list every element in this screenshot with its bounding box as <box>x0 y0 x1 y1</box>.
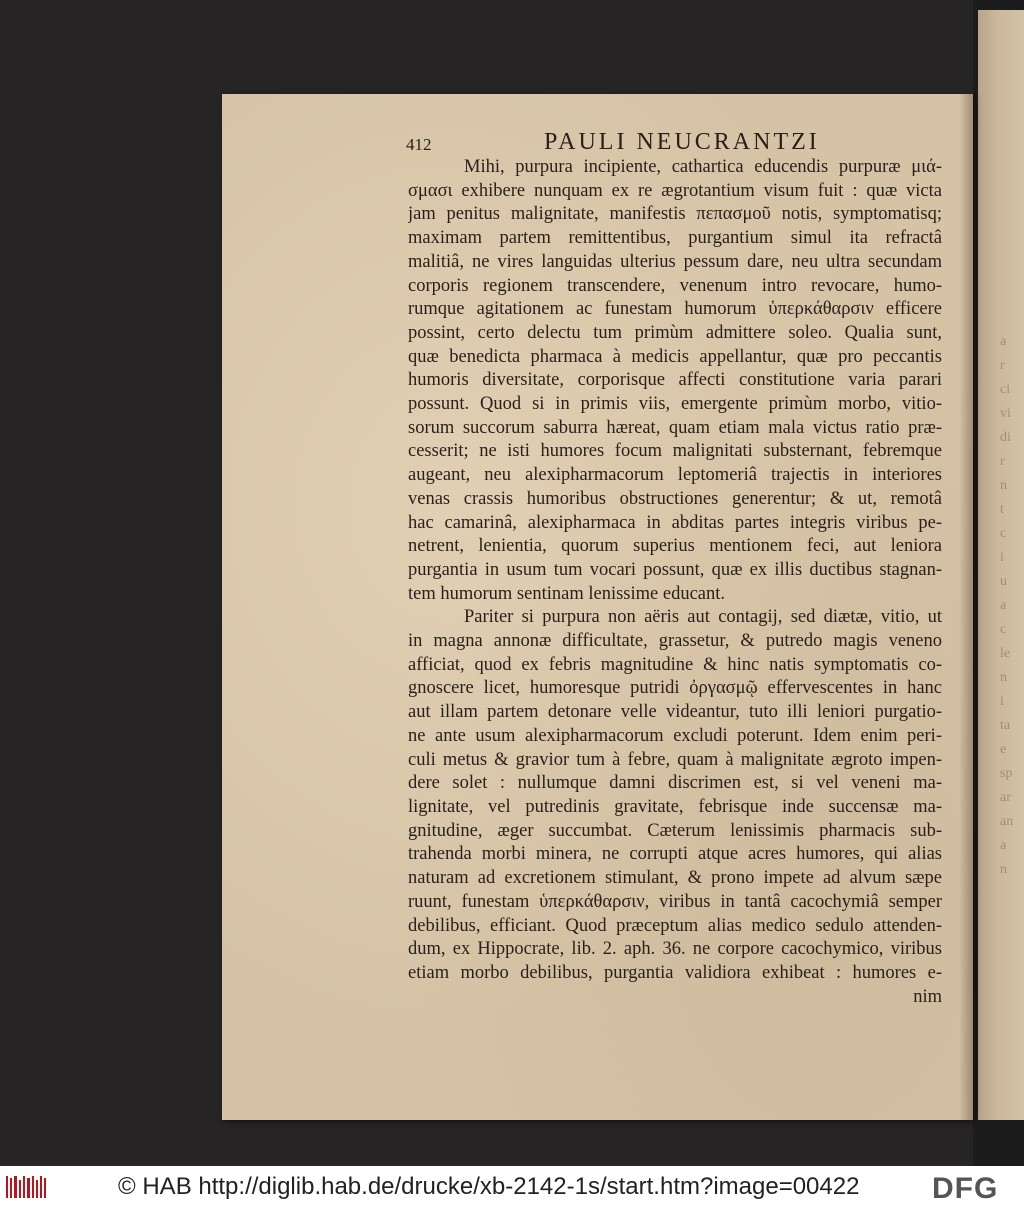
next-page-fragment: le <box>1000 646 1011 661</box>
next-page-fragment: e <box>1000 742 1007 757</box>
next-page-fragment: t <box>1000 502 1004 517</box>
footer-copyright-url[interactable]: © HAB http://diglib.hab.de/drucke/xb-2142-1s/start.htm?image=00422 <box>118 1173 860 1200</box>
text-line: possunt. Quod si in primis viis, emergente primùm morbo, vitio- <box>408 394 942 415</box>
next-page-fragment: r <box>1000 454 1005 469</box>
text-line: corporis regionem transcendere, venenum intro revocare, humo- <box>408 275 942 296</box>
next-page-fragment: u <box>1000 574 1007 589</box>
text-line: maximam partem remittentibus, purgantium simul ita refractâ <box>408 228 942 249</box>
next-page-fragment: a <box>1000 838 1007 853</box>
text-line: jam penitus malignitate, manifestis πεπασμοῦ notis, symptomatisq; <box>408 204 942 225</box>
text-line: aut illam partem detonare velle videantur, tuto illi leniori purgatio- <box>408 702 942 723</box>
text-line: ne ante usum alexipharmacorum excludi poterunt. Idem enim peri- <box>408 725 942 746</box>
next-page-fragment: n <box>1000 862 1007 877</box>
text-line: cesserit; ne isti humores focum malignitati substernant, febremque <box>408 441 942 462</box>
text-line: etiam morbo debilibus, purgantia validiora exhibeat : humores e- <box>408 962 942 983</box>
text-line: debilibus, efficiant. Quod præceptum alias medico sedulo attenden- <box>408 915 942 936</box>
next-page-fragment: r <box>1000 358 1005 373</box>
text-line: augeant, neu alexipharmacorum leptomeriâ trajectis in interiores <box>408 465 942 486</box>
next-page-fragment: n <box>1000 670 1007 685</box>
text-line: afficiat, quod ex febris magnitudine & hinc natis symptomatis co- <box>408 654 942 675</box>
text-line: Mihi, purpura incipiente, cathartica educendis purpuræ μιά- <box>464 157 942 177</box>
dfg-logo: DFG <box>932 1172 999 1205</box>
page-number: 412 <box>406 135 432 154</box>
text-line: naturam ad excretionem stimulant, & prono impete ad alvum sæpe <box>408 868 942 889</box>
text-line: Pariter si purpura non aëris aut contagij, sed diætæ, vitio, ut <box>464 607 942 628</box>
text-line: malitiâ, ne vires languidas ulterius pessum dare, neu ultra secundam <box>408 251 942 272</box>
text-line: σμασι exhibere nunquam ex re ægrotantium visum fuit : quæ victa <box>408 180 942 201</box>
text-line: dere solet : nullumque damni discrimen est, si vel veneni ma- <box>408 773 942 794</box>
next-page-fragment: i <box>1000 550 1004 565</box>
text-line: dum, ex Hippocrate, lib. 2. aph. 36. ne corpore cacochymico, viribus <box>408 939 942 960</box>
body-text <box>408 156 942 1009</box>
text-line: ruunt, funestam ὑπερκάθαρσιν, viribus in tantâ cacochymiâ semper <box>408 891 942 912</box>
text-line: sorum succorum saburra hæreat, quam etiam mala victus ratio præ- <box>408 417 942 438</box>
next-page-fragment: ta <box>1000 718 1011 733</box>
running-head-title: PAULI NEUCRANTZI <box>544 129 820 155</box>
next-page-fragment: ar <box>1000 790 1011 805</box>
text-line: tem humorum sentinam lenissime educant. <box>408 583 726 604</box>
next-page-fragment: a <box>1000 334 1007 349</box>
running-head <box>406 129 926 159</box>
text-line: quæ benedicta pharmaca à medicis appellantur, quæ pro peccantis <box>408 346 942 367</box>
text-line: venas crassis humoribus obstructiones generentur; & ut, remotâ <box>408 488 942 509</box>
text-line: rumque agitationem ac funestam humorum ὑπερκάθαρσιν efficere <box>408 299 942 320</box>
text-line: lignitate, vel putredinis gravitate, febrisque inde succensæ ma- <box>408 796 942 817</box>
hab-logo-icon <box>6 1174 46 1200</box>
text-line: possint, certo delectu tum primùm admittere soleo. Qualia sunt, <box>408 322 942 343</box>
text-line: gnitudine, æger succumbat. Cæterum lenissimis pharmacis sub- <box>408 820 942 841</box>
next-page-fragment: c <box>1000 622 1007 637</box>
next-page-fragment: n <box>1000 478 1007 493</box>
text-line: netrent, lenientia, quorum superius mentionem feci, aut leniora <box>408 536 942 557</box>
text-line: hac camarinâ, alexipharmaca in abditas partes integris viribus pe- <box>408 512 942 533</box>
text-line: in magna annonæ difficultate, grassetur, & putredo magis veneno <box>408 631 942 652</box>
next-page-fragment: a <box>1000 598 1007 613</box>
next-page-fragment: c <box>1000 526 1007 541</box>
spine-shadow <box>959 94 973 1120</box>
text-line: gnoscere licet, humoresque putridi ὀργασμῷ effervescentes in hanc <box>408 678 942 699</box>
next-page-fragment: di <box>1000 430 1011 445</box>
book-page <box>222 94 973 1120</box>
text-line: culi metus & gravior tum à febre, quam à malignitate ægroto impen- <box>408 749 942 770</box>
next-page-fragment: an <box>1000 814 1014 829</box>
text-line: purgantia in usum tum vocari possunt, quæ ex illis ductibus stagnan- <box>408 559 942 580</box>
next-page-fragment: sp <box>1000 766 1013 781</box>
next-page-fragment: i <box>1000 694 1004 709</box>
text-line: nim <box>913 986 942 1007</box>
next-page-fragment: ci <box>1000 382 1011 397</box>
next-page-fragment: vi <box>1000 406 1011 421</box>
next-page-fragments <box>1000 330 1024 882</box>
footer-bar <box>0 1166 1024 1208</box>
text-line: trahenda morbi minera, ne corrupti atque acres humores, qui alias <box>408 844 942 865</box>
text-line: humoris diversitate, corporisque affecti constitutione varia parari <box>408 370 942 391</box>
